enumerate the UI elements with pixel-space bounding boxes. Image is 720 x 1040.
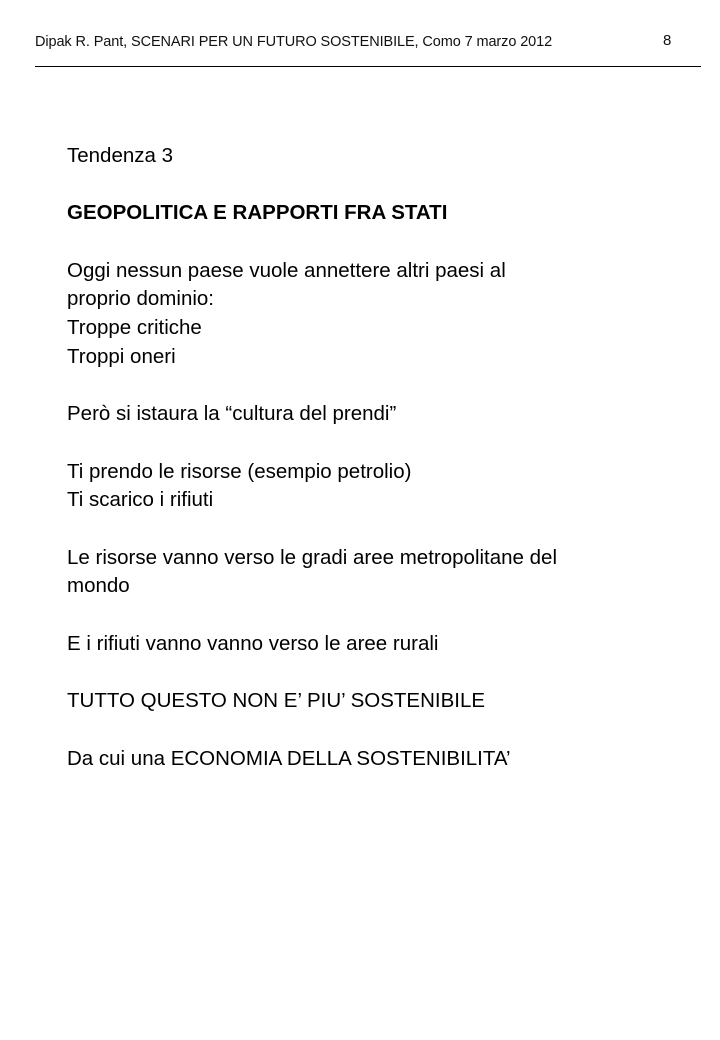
- paragraph-line: Troppe critiche: [67, 316, 202, 340]
- section-kicker: Tendenza 3: [67, 144, 174, 167]
- spacer: [67, 171, 667, 200]
- paragraph-line: Oggi nessun paese vuole annettere altri paesi al: [67, 258, 506, 282]
- paragraph-line: TUTTO QUESTO NON E’ PIU’ SOSTENIBILE: [67, 689, 486, 713]
- header-rule: [35, 66, 701, 67]
- paragraph-line: Però si istaura la “cultura del prendi”: [67, 402, 397, 426]
- paragraph-line: E i rifiuti vanno vanno verso le aree rurali: [67, 631, 439, 655]
- paragraph-line: Le risorse vanno verso le gradi aree metropolitane del: [67, 545, 557, 569]
- spacer: [67, 659, 667, 688]
- section-heading: GEOPOLITICA E RAPPORTI FRA STATI: [67, 201, 448, 225]
- spacer: [67, 228, 667, 257]
- page-number: 8: [663, 32, 672, 49]
- page-body: [67, 142, 667, 773]
- spacer: [67, 515, 667, 544]
- paragraph-line: Troppi oneri: [67, 344, 176, 368]
- spacer: [67, 716, 667, 745]
- spacer: [67, 372, 667, 401]
- paragraph-line: proprio dominio:: [67, 287, 214, 311]
- running-header: Dipak R. Pant, SCENARI PER UN FUTURO SOSTENIBILE, Como 7 marzo 2012: [35, 34, 553, 50]
- paragraph-line: Da cui una ECONOMIA DELLA SOSTENIBILITA’: [67, 746, 511, 770]
- paragraph-line: mondo: [67, 574, 130, 598]
- paragraph-line: Ti scarico i rifiuti: [67, 488, 214, 512]
- paragraph-line: Ti prendo le risorse (esempio petrolio): [67, 459, 412, 483]
- spacer: [67, 601, 667, 630]
- spacer: [67, 429, 667, 458]
